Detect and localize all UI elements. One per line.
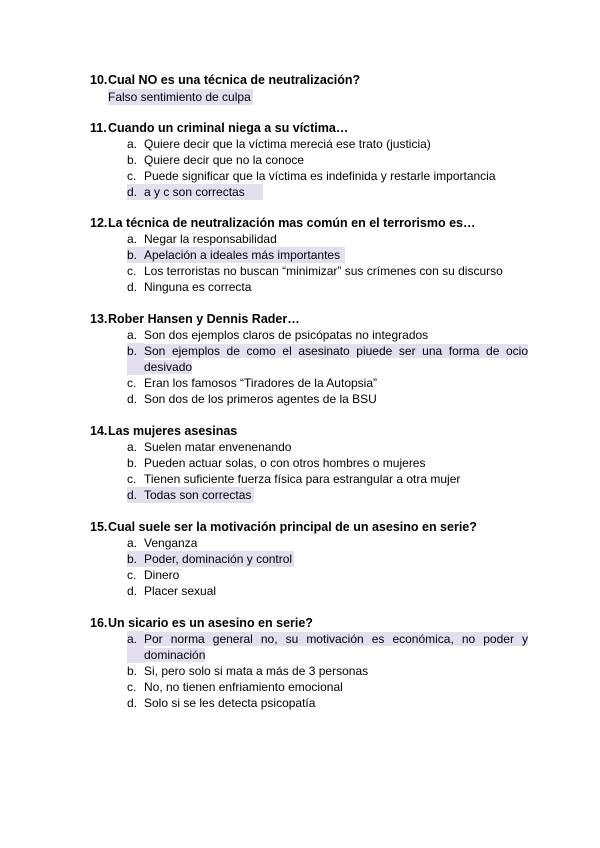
option-text: Pueden actuar solas, o con otros hombres o mujeres <box>144 456 426 470</box>
option-d-highlighted <box>127 487 254 503</box>
question-text: Cual NO es una técnica de neutralización? <box>108 73 361 87</box>
option-a <box>127 535 530 551</box>
option-list <box>90 535 530 599</box>
option-text: Negar la responsabilidad <box>144 232 277 246</box>
option-a <box>127 136 530 152</box>
option-text: Quiere decir que no la conoce <box>144 153 305 167</box>
option-c <box>127 679 530 695</box>
question-text: Cual suele ser la motivación principal de un asesino en serie? <box>108 520 477 534</box>
option-text: Placer sexual <box>144 584 217 598</box>
option-letter: a. <box>127 232 138 246</box>
option-letter: d. <box>127 280 138 294</box>
option-letter: d. <box>127 584 138 598</box>
question-text: Las mujeres asesinas <box>108 424 238 438</box>
option-letter: c. <box>127 169 137 183</box>
question-text: La técnica de neutralización mas común en el terrorismo es… <box>108 216 476 230</box>
question-text: Un sicario es un asesino en serie? <box>108 616 313 630</box>
question-number: 16. <box>90 616 108 630</box>
option-letter: b. <box>127 664 138 678</box>
question-14 <box>90 423 530 503</box>
question-title <box>90 311 530 327</box>
option-letter: a. <box>127 328 138 342</box>
question-title <box>90 423 530 439</box>
option-letter: a. <box>127 631 144 663</box>
option-letter: b. <box>127 456 138 470</box>
option-text: Tienen suficiente fuerza física para estrangular a otra mujer <box>144 472 461 486</box>
option-b <box>127 663 530 679</box>
option-list <box>90 327 530 407</box>
option-text-highlight: Por norma general no, su motivación es económica, no poder y dominación <box>144 632 528 662</box>
option-letter: d. <box>127 185 138 199</box>
option-text: Solo si se les detecta psicopatía <box>144 696 316 710</box>
question-11 <box>90 120 530 200</box>
option-text: Los terroristas no buscan “minimizar” sus crímenes con su discurso <box>144 264 503 278</box>
option-list <box>90 136 530 200</box>
option-text: a y c son correctas <box>144 185 245 199</box>
option-text: Eran los famosos “Tiradores de la Autopsia” <box>144 376 377 390</box>
question-16 <box>90 615 530 711</box>
question-text: Rober Hansen y Dennis Rader… <box>108 312 300 326</box>
option-text: Si, pero solo si mata a más de 3 personas <box>144 664 369 678</box>
option-text: No, no tienen enfriamiento emocional <box>144 680 343 694</box>
option-letter: b. <box>127 552 138 566</box>
option-text: Son dos ejemplos claros de psicópatas no integrados <box>144 328 429 342</box>
option-text: Son dos de los primeros agentes de la BSU <box>144 392 377 406</box>
option-list <box>90 439 530 503</box>
question-title <box>90 120 530 136</box>
option-text: Venganza <box>144 536 198 550</box>
option-letter: c. <box>127 376 137 390</box>
option-a <box>127 231 530 247</box>
question-number: 11. <box>90 121 107 135</box>
question-13 <box>90 311 530 407</box>
option-d <box>127 279 530 295</box>
option-letter: a. <box>127 137 138 151</box>
option-a <box>127 327 530 343</box>
answer-highlighted: Falso sentimiento de culpa <box>108 90 251 104</box>
option-letter: c. <box>127 680 137 694</box>
option-c <box>127 471 530 487</box>
option-text: Ninguna es correcta <box>144 280 252 294</box>
option-b-highlighted <box>127 343 530 375</box>
option-list <box>90 631 530 711</box>
question-title <box>90 72 530 88</box>
question-text: Cuando un criminal niega a su víctima… <box>108 121 349 135</box>
option-letter: b. <box>127 153 138 167</box>
question-number: 13. <box>90 312 108 326</box>
option-letter: d. <box>127 392 138 406</box>
option-a-highlighted <box>127 631 530 663</box>
question-number: 15. <box>90 520 108 534</box>
option-text <box>144 631 528 663</box>
option-text-highlight: Son ejemplos de como el asesinato piuede ser una forma de ocio desivado <box>144 344 528 374</box>
option-letter: c. <box>127 264 137 278</box>
question-number: 12. <box>90 216 108 230</box>
option-letter: d. <box>127 488 138 502</box>
question-10 <box>90 72 530 106</box>
option-b <box>127 455 530 471</box>
question-number: 14. <box>90 424 108 438</box>
question-title <box>90 615 530 631</box>
option-b <box>127 152 530 168</box>
option-letter: b. <box>127 343 144 375</box>
option-text: Poder, dominación y control <box>144 552 293 566</box>
question-number: 10. <box>90 73 108 87</box>
option-letter: a. <box>127 440 138 454</box>
option-text: Puede significar que la víctima es indefinida y restarle importancia <box>144 169 496 183</box>
option-letter: b. <box>127 248 138 262</box>
option-list <box>90 231 530 295</box>
option-text: Todas son correctas <box>144 488 252 502</box>
question-15 <box>90 519 530 599</box>
option-text: Dinero <box>144 568 180 582</box>
question-title <box>90 215 530 231</box>
option-d <box>127 391 530 407</box>
option-d-highlighted <box>127 184 263 200</box>
option-text: Apelación a ideales más importantes <box>144 248 341 262</box>
option-c <box>127 567 530 583</box>
option-b-highlighted <box>127 551 294 567</box>
option-text <box>144 343 528 375</box>
option-letter: d. <box>127 696 138 710</box>
option-b-highlighted <box>127 247 345 263</box>
question-title <box>90 519 530 535</box>
option-letter: a. <box>127 536 138 550</box>
option-letter: c. <box>127 568 137 582</box>
option-text: Suelen matar envenenando <box>144 440 292 454</box>
option-letter: c. <box>127 472 137 486</box>
option-c <box>127 263 530 279</box>
option-d <box>127 583 530 599</box>
option-c <box>127 375 530 391</box>
option-c <box>127 168 530 184</box>
question-12 <box>90 215 530 295</box>
option-d <box>127 695 530 711</box>
option-a <box>127 439 530 455</box>
option-text: Quiere decir que la víctima mereciá ese trato (justicia) <box>144 137 431 151</box>
